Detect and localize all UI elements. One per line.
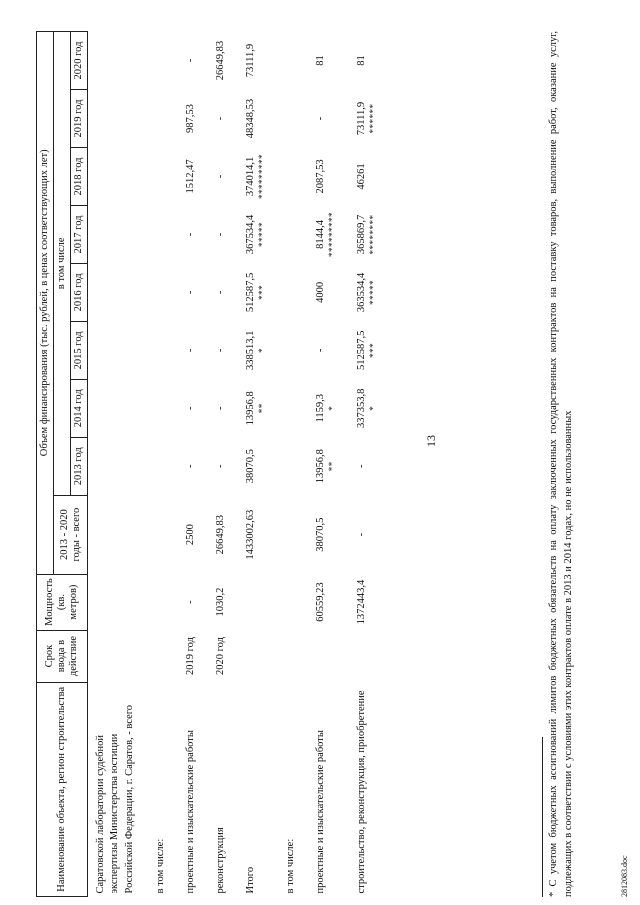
cell-year-value-text: - — [214, 464, 226, 468]
cell-year-value — [309, 437, 349, 495]
cell-year-value-text: - — [214, 348, 226, 353]
cell-year-value-text: 363534,4 — [355, 272, 367, 313]
cell-year-value — [279, 437, 309, 495]
footnote — [542, 31, 576, 897]
cell-year-value — [179, 32, 209, 90]
cell-year-value — [179, 263, 209, 321]
header-year: 2019 год — [71, 90, 88, 148]
cell-year-value — [88, 32, 149, 90]
cell-year-value — [209, 148, 239, 206]
cell-year-value-text: 512587,5 — [244, 272, 256, 313]
cell-term — [239, 630, 279, 682]
footnote-marker: ***** — [367, 279, 378, 305]
cell-total-text: - — [355, 532, 367, 537]
cell-year-value — [88, 379, 149, 437]
cell-year-value — [149, 379, 179, 437]
cell-year-value — [149, 321, 179, 379]
cell-term — [209, 630, 239, 682]
cell-year-value — [239, 90, 279, 148]
cell-year-value — [279, 205, 309, 263]
cell-year-value-text: 374014,1 — [244, 156, 256, 197]
cell-year-value — [149, 437, 179, 495]
table-row — [209, 32, 239, 897]
cell-year-value — [350, 263, 390, 321]
cell-year-value — [309, 379, 349, 437]
cell-year-value — [279, 321, 309, 379]
cell-name — [209, 682, 239, 896]
cell-term — [149, 630, 179, 682]
cell-capacity-text: - — [184, 600, 196, 604]
header-year: 2013 год — [71, 437, 88, 495]
cell-year-value — [279, 32, 309, 90]
header-capacity: Мощность (кв. метров) — [37, 574, 88, 630]
cell-name-text: строительство, реконструкция, приобретение — [355, 690, 367, 894]
header-year: 2014 год — [71, 379, 88, 437]
cell-year-value-text: - — [214, 232, 226, 237]
cell-year-value — [209, 321, 239, 379]
cell-term-text: 2020 год — [214, 637, 226, 676]
cell-year-value — [309, 263, 349, 321]
cell-year-value — [239, 263, 279, 321]
footnote-marker: ****** — [367, 103, 378, 134]
cell-year-value — [179, 437, 209, 495]
cell-year-value-text: - — [214, 406, 226, 411]
cell-year-value-text: 512587,5 — [355, 330, 367, 371]
cell-year-value-text: 73111,9 — [244, 43, 256, 78]
cell-year-value — [279, 90, 309, 148]
header-name: Наименование объекта, регион строительства — [37, 682, 88, 896]
cell-year-value-text: - — [184, 406, 196, 411]
cell-capacity — [179, 574, 209, 630]
cell-total-text: 38070,5 — [315, 517, 327, 552]
cell-name — [179, 682, 209, 896]
cell-year-value — [209, 379, 239, 437]
cell-capacity — [88, 574, 149, 630]
header-term: Срок ввода в действие — [37, 630, 88, 682]
cell-capacity — [279, 574, 309, 630]
cell-capacity-text: 1372443,4 — [355, 579, 367, 625]
cell-year-value-text: 38070,5 — [244, 449, 256, 484]
cell-total — [350, 495, 390, 574]
cell-total — [149, 495, 179, 574]
cell-name-text: в том числе: — [285, 838, 297, 894]
cell-year-value — [209, 437, 239, 495]
cell-year-value-text: 1512,47 — [184, 159, 196, 194]
cell-year-value-text: 26649,83 — [214, 40, 226, 81]
cell-capacity — [149, 574, 179, 630]
cell-year-value — [179, 205, 209, 263]
cell-year-value — [279, 263, 309, 321]
cell-year-value — [209, 32, 239, 90]
cell-term-text: 2019 год — [184, 637, 196, 676]
cell-year-value — [179, 321, 209, 379]
cell-total — [309, 495, 349, 574]
cell-year-value — [209, 90, 239, 148]
cell-name — [88, 682, 149, 896]
cell-year-value — [309, 32, 349, 90]
cell-name — [239, 682, 279, 896]
cell-year-value — [309, 148, 349, 206]
cell-total-text: 1433002,63 — [244, 509, 256, 560]
cell-year-value — [149, 32, 179, 90]
doc-id: 2812083.doc — [620, 855, 629, 897]
cell-year-value-text: - — [184, 232, 196, 237]
footnote-marker: ***** — [256, 221, 267, 247]
cell-year-value-text: - — [315, 348, 327, 353]
cell-year-value — [149, 90, 179, 148]
cell-year-value-text: - — [184, 58, 196, 63]
cell-capacity — [309, 574, 349, 630]
table-row — [88, 32, 149, 897]
cell-year-value-text: - — [315, 116, 327, 121]
cell-year-value — [88, 321, 149, 379]
cell-year-value-text: 8144,4 — [315, 220, 327, 249]
cell-year-value — [88, 205, 149, 263]
cell-year-value-text: - — [214, 290, 226, 295]
cell-capacity — [350, 574, 390, 630]
table-row — [239, 32, 279, 897]
footnote-marker: * — [327, 405, 338, 411]
header-financing: Объем финансирования (тыс. рублей, в ценах соответствующих лет) — [37, 32, 54, 575]
cell-capacity — [209, 574, 239, 630]
cell-total — [209, 495, 239, 574]
cell-year-value-text: 4000 — [315, 281, 327, 303]
cell-year-value — [209, 205, 239, 263]
cell-year-value — [149, 148, 179, 206]
cell-year-value-text: 365869,7 — [355, 214, 367, 255]
cell-year-value — [88, 263, 149, 321]
cell-year-value — [309, 321, 349, 379]
footnote-marker: * — [367, 405, 378, 411]
footnote-text: * С учетом бюджетных ассигнований лимитов бюджетных обязательств на оплату заключенных государственных контрактов на поставку товаров, выполнение работ, оказание услуг, подлежащих в соответствии с условиями этих контрактов оплате в 2013 и 2014 годах, но не использованных — [548, 31, 575, 897]
cell-capacity-text: 60559,23 — [315, 582, 327, 622]
header-year: 2015 год — [71, 321, 88, 379]
cell-year-value — [350, 205, 390, 263]
cell-year-value — [239, 32, 279, 90]
cell-year-value — [239, 148, 279, 206]
cell-year-value-text: 81 — [355, 55, 367, 66]
cell-name — [309, 682, 349, 896]
cell-year-value — [88, 437, 149, 495]
cell-year-value-text: 13956,8 — [315, 449, 327, 484]
cell-name-text: проектные и изыскательские работы — [184, 730, 196, 894]
cell-year-value — [149, 263, 179, 321]
cell-year-value — [350, 379, 390, 437]
cell-year-value — [239, 437, 279, 495]
cell-term — [350, 630, 390, 682]
cell-year-value — [350, 437, 390, 495]
cell-year-value — [239, 379, 279, 437]
cell-name — [149, 682, 179, 896]
cell-year-value-text: - — [214, 116, 226, 121]
cell-year-value-text: 338513,1 — [244, 330, 256, 371]
cell-year-value — [88, 148, 149, 206]
cell-total — [239, 495, 279, 574]
cell-year-value — [350, 148, 390, 206]
cell-name-text: реконструкция — [214, 827, 226, 894]
cell-year-value — [309, 205, 349, 263]
cell-year-value-text: 13956,8 — [244, 391, 256, 426]
cell-year-value-text: 81 — [315, 55, 327, 66]
footnote-rule — [542, 737, 543, 897]
cell-term — [179, 630, 209, 682]
header-year: 2016 год — [71, 263, 88, 321]
cell-year-value — [279, 148, 309, 206]
header-year: 2020 год — [71, 32, 88, 90]
cell-year-value-text: 367534,4 — [244, 214, 256, 255]
cell-name — [279, 682, 309, 896]
cell-name-text: Саратовской лаборатории судебной экспертизы Министерства юстиции Российской Федерации, г. Саратов, - всего — [95, 704, 135, 894]
footnote-marker: ** — [256, 403, 267, 414]
footnote-marker: ********* — [327, 211, 338, 257]
table-row — [149, 32, 179, 897]
cell-year-value-text: 337353,8 — [355, 388, 367, 428]
cell-year-value — [239, 205, 279, 263]
footnote-marker: *** — [256, 284, 267, 300]
cell-year-value — [350, 32, 390, 90]
cell-year-value — [239, 321, 279, 379]
cell-year-value — [350, 321, 390, 379]
cell-year-value — [88, 90, 149, 148]
header-year: 2017 год — [71, 205, 88, 263]
cell-year-value — [179, 148, 209, 206]
cell-year-value — [209, 263, 239, 321]
cell-year-value-text: - — [184, 348, 196, 353]
cell-total-text: 26649,83 — [214, 514, 226, 555]
cell-name-text: проектные и изыскательские работы — [315, 730, 327, 894]
cell-year-value — [309, 90, 349, 148]
header-including: в том числе — [54, 32, 71, 496]
cell-year-value — [179, 90, 209, 148]
financing-table — [36, 31, 390, 897]
cell-year-value-text: 73111,9 — [355, 101, 367, 136]
cell-term — [309, 630, 349, 682]
page-number: 13 — [424, 435, 438, 447]
cell-year-value-text: 46261 — [355, 163, 367, 190]
footnote-marker: ******** — [367, 214, 378, 255]
cell-year-value-text: 987,53 — [184, 104, 196, 133]
cell-term — [88, 630, 149, 682]
cell-year-value-text: 48348,53 — [244, 98, 256, 139]
cell-year-value-text: - — [214, 174, 226, 179]
cell-year-value — [149, 205, 179, 263]
cell-total-text: 2500 — [184, 524, 196, 546]
cell-year-value-text: - — [184, 290, 196, 295]
cell-total — [88, 495, 149, 574]
cell-year-value-text: - — [355, 464, 367, 468]
cell-name-text: Итого — [244, 866, 256, 894]
footnote-marker: ** — [327, 461, 338, 472]
table-row — [309, 32, 349, 897]
cell-year-value — [179, 379, 209, 437]
header-year: 2018 год — [71, 148, 88, 206]
table-row — [279, 32, 309, 897]
cell-year-value — [279, 379, 309, 437]
table-body — [88, 32, 390, 897]
cell-year-value-text: 1159,3 — [315, 394, 327, 423]
cell-name-text: в том числе: — [154, 838, 166, 894]
cell-name — [350, 682, 390, 896]
cell-capacity-text: 1030,2 — [214, 587, 226, 617]
table-row — [350, 32, 390, 897]
table-row — [179, 32, 209, 897]
header-total: 2013 - 2020 годы - всего — [54, 495, 88, 574]
cell-year-value — [350, 90, 390, 148]
footnote-marker: ********* — [256, 153, 267, 199]
cell-year-value-text: 2087,53 — [315, 159, 327, 194]
cell-total — [279, 495, 309, 574]
footnote-marker: *** — [367, 342, 378, 358]
cell-total — [179, 495, 209, 574]
cell-capacity — [239, 574, 279, 630]
cell-term — [279, 630, 309, 682]
cell-year-value-text: - — [184, 464, 196, 468]
footnote-marker: * — [256, 347, 267, 353]
